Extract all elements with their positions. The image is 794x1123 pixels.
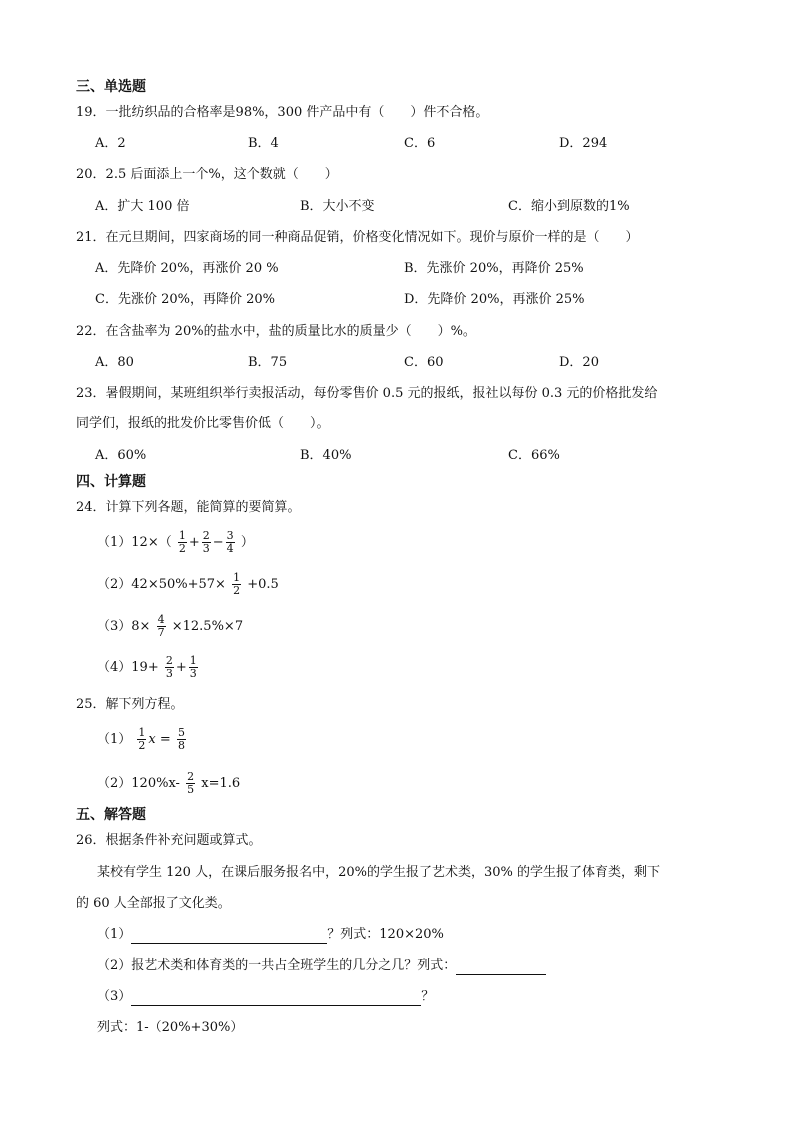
variable: x bbox=[148, 732, 156, 747]
fraction: $\frac{1}{2}$ bbox=[178, 529, 186, 555]
question-21-stem: 21．在元旦期间，四家商场的同一种商品促销，价格变化情况如下。现价与原价一样的是（ ） bbox=[76, 230, 639, 245]
expr-text: 19+ bbox=[131, 660, 159, 675]
fraction: $\frac{2}{5}$ bbox=[187, 770, 195, 796]
part-text: ？列式：120×20% bbox=[327, 927, 444, 942]
expr-text: ） bbox=[240, 535, 254, 550]
question-20-stem: 20．2.5 后面添上一个%，这个数就（ ） bbox=[76, 167, 338, 182]
expr-text: +0.5 bbox=[247, 577, 279, 592]
q20-option-a: A．扩大 100 倍 bbox=[95, 199, 190, 214]
part-label: （2） bbox=[97, 958, 132, 973]
question-26-stem: 26．根据条件补充问题或算式。 bbox=[76, 833, 262, 848]
q23-option-a: A．60% bbox=[95, 448, 147, 463]
fraction: $\frac{1}{2}$ bbox=[233, 571, 241, 597]
q21-option-b: B．先涨价 20%，再降价 25% bbox=[404, 261, 584, 276]
fraction: $\frac{5}{8}$ bbox=[177, 726, 185, 752]
q21-option-d: D．先降价 20%，再涨价 25% bbox=[404, 292, 585, 307]
fraction: $\frac{2}{3}$ bbox=[202, 529, 210, 555]
answer-blank-3[interactable] bbox=[131, 991, 421, 1006]
question-19-stem: 19．一批纺织品的合格率是98%，300 件产品中有（ ）件不合格。 bbox=[76, 105, 489, 120]
fraction: $\frac{2}{3}$ bbox=[165, 654, 173, 680]
question-23-stem-line1: 23．暑假期间，某班组织举行卖报活动，每份零售价 0.5 元的报纸，报社以每份 0.3 元的价格批发给 bbox=[76, 386, 658, 401]
q19-option-b: B．4 bbox=[248, 136, 279, 151]
q25-part-1 bbox=[97, 727, 188, 752]
question-23-stem-line2: 同学们，报纸的批发价比零售价低（ ）。 bbox=[76, 416, 330, 431]
section-heading-answer: 五、解答题 bbox=[76, 807, 146, 823]
part-label: （3） bbox=[97, 619, 132, 634]
operator: + bbox=[175, 660, 187, 675]
part-text: ？ bbox=[421, 989, 435, 1004]
q19-option-a: A．2 bbox=[95, 136, 126, 151]
q19-option-c: C．6 bbox=[404, 136, 436, 151]
answer-blank-2[interactable] bbox=[456, 960, 546, 975]
q23-option-c: C．66% bbox=[508, 448, 560, 463]
q19-option-d: D．294 bbox=[559, 136, 608, 151]
q24-part-4 bbox=[97, 655, 200, 680]
part-label: （1） bbox=[97, 732, 132, 747]
expr-text: ×12.5%×7 bbox=[171, 619, 244, 634]
part-label: （2） bbox=[97, 577, 132, 592]
q22-option-d: D．20 bbox=[559, 355, 599, 370]
q23-option-b: B．40% bbox=[300, 448, 352, 463]
answer-blank-1[interactable] bbox=[131, 929, 327, 944]
q26-paragraph-line2: 的 60 人全部报了文化类。 bbox=[76, 896, 231, 911]
section-heading-calculation: 四、计算题 bbox=[76, 474, 146, 490]
q22-option-b: B．75 bbox=[248, 355, 288, 370]
part-text: 报艺术类和体育类的一共占全班学生的几分之几？列式： bbox=[131, 958, 457, 973]
q22-option-a: A．80 bbox=[95, 355, 134, 370]
q20-option-b: B．大小不变 bbox=[300, 199, 375, 214]
fraction: $\frac{3}{4}$ bbox=[226, 529, 234, 555]
expr-text: 120%x- bbox=[131, 776, 180, 791]
fraction: $\frac{1}{2}$ bbox=[138, 726, 146, 752]
q24-part-1 bbox=[97, 530, 254, 555]
q24-part-3 bbox=[97, 614, 243, 639]
operator: − bbox=[212, 535, 224, 550]
part-label: （4） bbox=[97, 660, 132, 675]
q22-option-c: C．60 bbox=[404, 355, 444, 370]
question-25-stem: 25．解下列方程。 bbox=[76, 697, 184, 712]
equals-sign: = bbox=[155, 732, 175, 747]
expr-text: 8× bbox=[131, 619, 151, 634]
expr-text: 12×（ bbox=[131, 535, 172, 550]
q26-paragraph-line1: 某校有学生 120 人，在课后服务报名中，20%的学生报了艺术类，30% 的学生报了体育类，剩下 bbox=[97, 865, 660, 880]
part-label: （1） bbox=[97, 535, 132, 550]
q25-part-2 bbox=[97, 771, 240, 796]
q26-part-1 bbox=[97, 926, 444, 944]
q20-option-c: C．缩小到原数的1% bbox=[508, 199, 630, 214]
q24-part-2 bbox=[97, 572, 279, 597]
q26-formula: 列式：1-（20%+30%） bbox=[97, 1020, 244, 1035]
q26-part-3 bbox=[97, 988, 434, 1006]
question-22-stem: 22．在含盐率为 20%的盐水中，盐的质量比水的质量少（ ）%。 bbox=[76, 324, 476, 339]
section-heading-single-choice: 三、单选题 bbox=[76, 79, 146, 95]
expr-text: 42×50%+57× bbox=[131, 577, 226, 592]
fraction: $\frac{4}{7}$ bbox=[157, 613, 165, 639]
q26-part-2 bbox=[97, 957, 546, 975]
operator: + bbox=[188, 535, 200, 550]
part-label: （2） bbox=[97, 776, 132, 791]
fraction: $\frac{1}{3}$ bbox=[189, 654, 197, 680]
q21-option-c: C．先涨价 20%，再降价 20% bbox=[95, 292, 276, 307]
question-24-stem: 24．计算下列各题，能简算的要简算。 bbox=[76, 500, 301, 515]
expr-text: x=1.6 bbox=[201, 776, 241, 791]
q21-option-a: A．先降价 20%，再涨价 20 % bbox=[95, 261, 279, 276]
part-label: （3） bbox=[97, 989, 132, 1004]
part-label: （1） bbox=[97, 927, 132, 942]
